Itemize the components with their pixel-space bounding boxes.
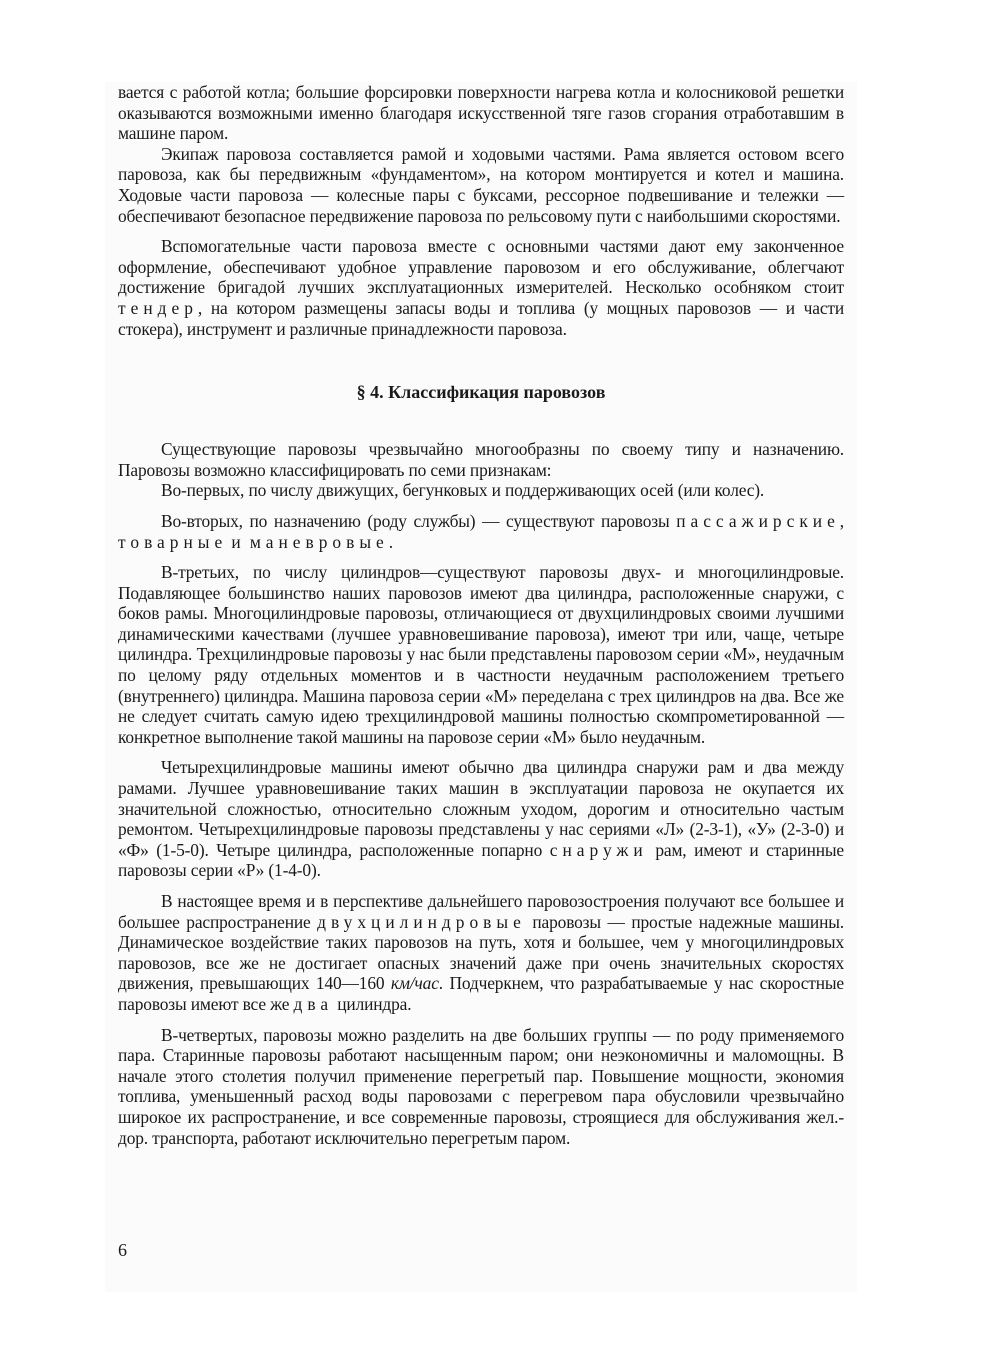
paragraph-boiler-draft: вается с работой котла; большие форсировки поверхности нагрева котла и колосниковой решетки оказываются возможными именно благодаря искусственной тяге газов сгорания отработавшим в машине паром.: [118, 82, 844, 144]
section-heading: § 4. Классификация паровозов: [356, 382, 606, 403]
spaced-term-outside: снаружи: [549, 839, 648, 860]
paragraph-third-criterion: В-третьих, по числу цилиндров—существуют паровозы двух- и многоцилиндровые. Подавляющее большинство наших паровозов имеют два цилиндра, расположенные снаружи, с боков рамы. Многоцилиндровые паровозы, отличающиеся от двухцилиндровых своими лучшими динамическими качествами (лучшее уравновешивание паровоза), имеют три или, чаще, четыре цилиндра. Трехцилиндровые паровозы у нас были представлены паровозом серии «М», неудачным по целому ряду отдельных моментов и в частности неудачным расположением третьего (внутреннего) цилиндра. Машина паровоза серии «М» переделана с трех цилиндров на два. Все же не следует считать самую идею трехцилиндровой машины полностью скомпрометированной — конкретное выполнение такой машины на паровозе серии «М» было неудачным.: [118, 562, 844, 747]
text-span: цилиндра.: [333, 993, 412, 1014]
page-number: 6: [118, 1240, 127, 1260]
paragraph-classification-intro: Существующие паровозы чрезвычайно многообразны по своему типу и назначению. Паровозы возможно классифицировать по семи признакам:: [118, 439, 844, 480]
text-span: Четырехцилиндровые машины имеют обычно два цилиндра снаружи рам и два между рамами. Лучшее уравновешивание таких машин в эксплуатации паровоза не окупается их значительной сложностью, относительно сложным уходом, дорогим и относительно частым ремонтом. Четырехцилиндровые паровозы представлены у нас сериями «Л» (2-3-1), «У» (2-3-0) и «Ф» (1-5-0). Четыре цилиндра, расположенные попарно: [118, 757, 844, 860]
paragraph-fourth-criterion: В-четвертых, паровозы можно разделить на две больших группы — по роду применяемого пара. Старинные паровозы работают насыщенным паром; они неэкономичны и маломощны. В начале этого столетия получил применение перегретый пар. Повышение мощности, экономия топлива, уменьшенный расход воды паровозами с перегревом пара обусловили чрезвычайно широкое их распространение, и все современные паровозы, строящиеся для обслуживания жел.-дор. транспорта, работают исключительно перегретым паром.: [118, 1024, 844, 1148]
spaced-term-freight: товарные: [118, 531, 228, 552]
italic-unit-kmh: км/час: [390, 973, 439, 994]
text-span: паровозы — простые надежные машины. Динамическое воздействие таких паровозов на путь, хотя и большее, чем у многоцилиндровых паровозов, все же не достигает опасных значений даже при очень значительных скоростях движения, превышающих 140—160: [118, 911, 844, 994]
paragraph-second-criterion: [118, 511, 844, 552]
spaced-term-tender: тендер: [118, 297, 198, 318]
document-page: [118, 82, 844, 1148]
text-span: Вспомогательные части паровоза вместе с основными частями дают ему законченное оформление, обеспечивают удобное управление паровозом и его обслуживание, облегчают достижение бригадой лучших эксплуатационных измерителей. Несколько особняком стоит: [118, 236, 844, 298]
spaced-term-and: и: [231, 531, 246, 552]
spaced-term-passenger: пассажирские: [676, 510, 840, 531]
text-span: . Подчеркнем, что разрабатываемые у нас скоростные паровозы имеют все же: [118, 973, 844, 1014]
text-span: рам, имеют и старинные паровозы серии «Р» (1-4-0).: [118, 839, 844, 881]
spaced-term-two: два: [293, 993, 334, 1014]
heading-spacer: [118, 403, 844, 439]
paragraph-auxiliary-parts: [118, 236, 844, 339]
text-span: , на котором размещены запасы воды и топлива (у мощных паровозов — и части стокера), инструмент и различные принадлежности паровоза.: [118, 297, 844, 339]
paragraph-chassis: Экипаж паровоза составляется рамой и ходовыми частями. Рама является остовом всего паровоза, как бы передвижным «фундаментом», на котором монтируется и котел и машина. Ходовые части паровоза — колесные пары с буксами, рессорное подвешивание и тележки — обеспечивают безопасное передвижение паровоза по рельсовому пути с наибольшими скоростями.: [118, 143, 844, 226]
text-span: В настоящее время и в перспективе дальнейшего паровозостроения получают все большее и большее распространение: [118, 891, 844, 932]
paragraph-two-cylinder-prospects: [118, 891, 844, 1015]
paragraph-four-cylinder: [118, 757, 844, 881]
text-span: Во-вторых, по назначению (роду службы) — существуют паровозы: [161, 510, 677, 531]
paragraph-first-criterion: Во-первых, по числу движущих, бегунковых и поддерживающих осей (или колес).: [161, 480, 765, 501]
spaced-term-shunting: маневровые: [249, 531, 389, 552]
text-span: ,: [839, 510, 844, 531]
spaced-term-two-cylinder: двухцилиндровые: [317, 911, 526, 932]
text-span: .: [388, 531, 393, 552]
